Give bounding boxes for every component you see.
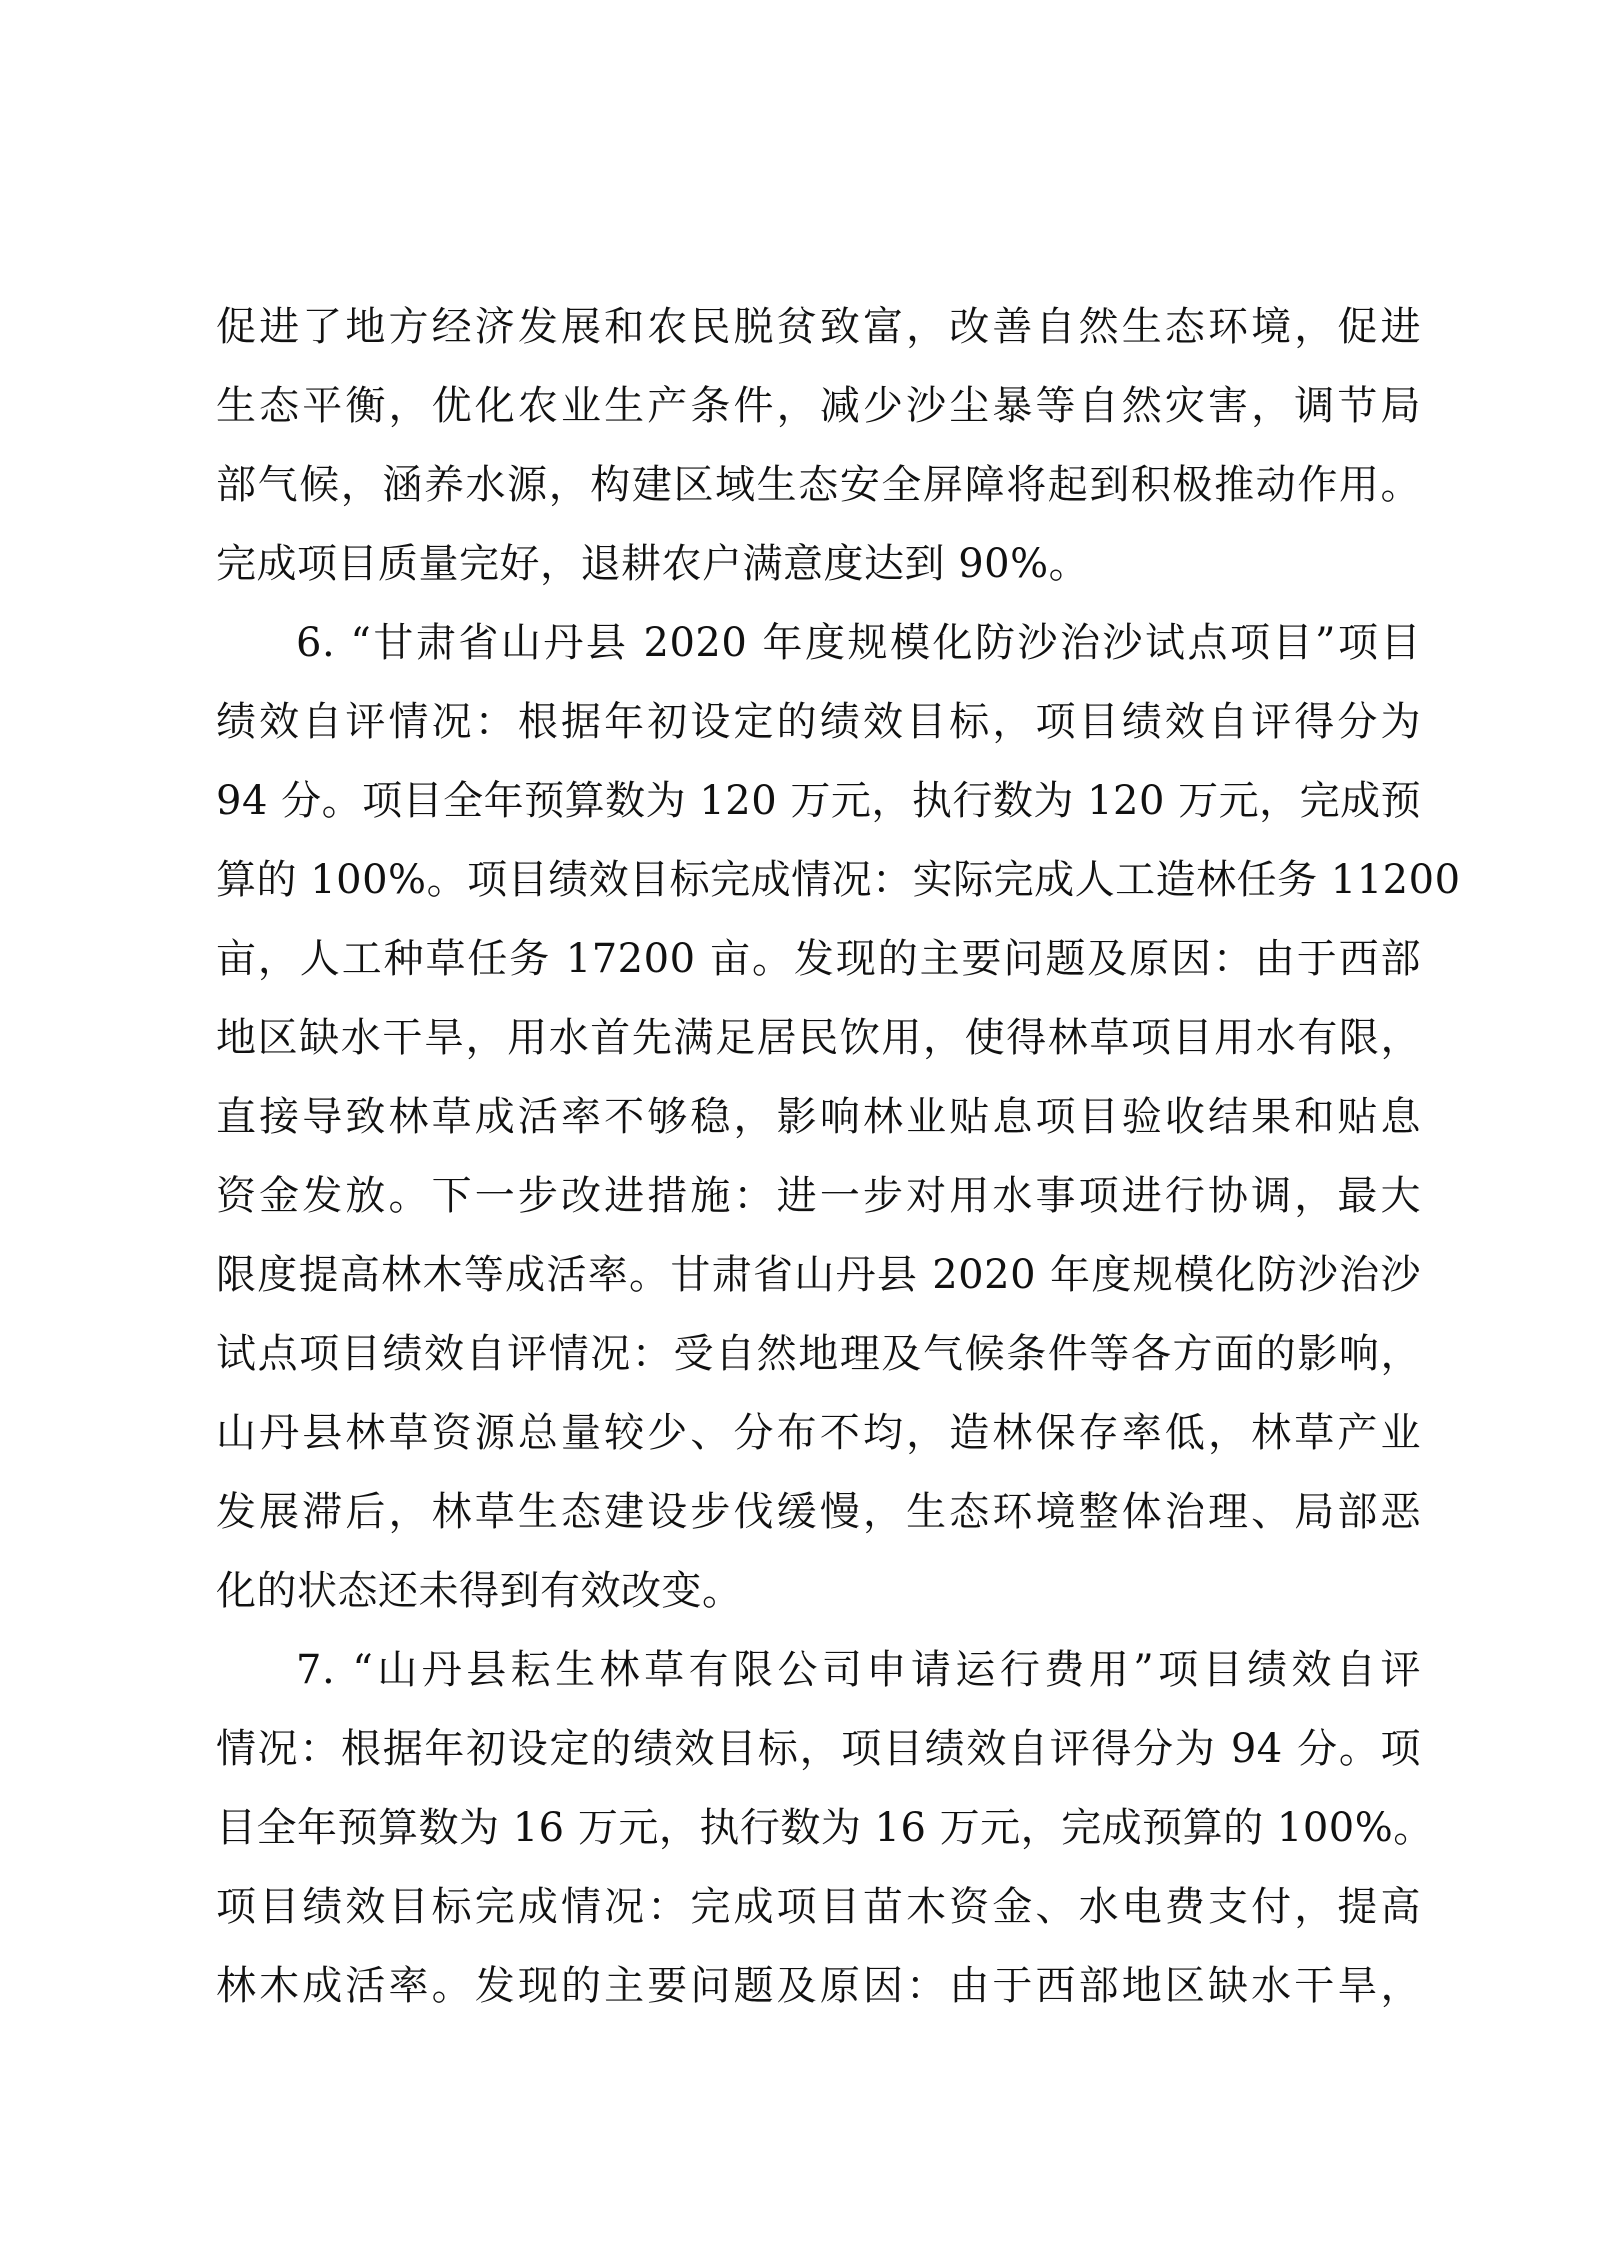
text-line: 目全年预算数为 16 万元，执行数为 16 万元，完成预算的 100%。	[216, 1805, 1434, 1851]
text-line: 算的 100%。项目绩效目标完成情况：实际完成人工造林任务 11200	[216, 857, 1461, 903]
text-line: 试点项目绩效自评情况：受自然地理及气候条件等各方面的影响，	[216, 1331, 1421, 1377]
text-line: 发展滞后，林草生态建设步伐缓慢，生态环境整体治理、局部恶	[216, 1489, 1421, 1535]
text-line: 94 分。项目全年预算数为 120 万元，执行数为 120 万元，完成预	[216, 778, 1422, 824]
text-line: 6. “甘肃省山丹县 2020 年度规模化防沙治沙试点项目”项目	[296, 620, 1421, 666]
text-line: 亩，人工种草任务 17200 亩。发现的主要问题及原因：由于西部	[216, 936, 1421, 982]
text-line: 生态平衡，优化农业生产条件，减少沙尘暴等自然灾害，调节局	[216, 383, 1421, 429]
text-line: 林木成活率。发现的主要问题及原因：由于西部地区缺水干旱，	[216, 1963, 1421, 2009]
text-line: 情况：根据年初设定的绩效目标，项目绩效自评得分为 94 分。项	[216, 1726, 1421, 1772]
text-line: 直接导致林草成活率不够稳，影响林业贴息项目验收结果和贴息	[216, 1094, 1421, 1140]
text-line: 项目绩效目标完成情况：完成项目苗木资金、水电费支付，提高	[216, 1884, 1421, 1930]
text-line: 7. “山丹县耘生林草有限公司申请运行费用”项目绩效自评	[296, 1647, 1421, 1693]
text-line: 地区缺水干旱，用水首先满足居民饮用，使得林草项目用水有限，	[216, 1015, 1421, 1061]
text-line: 山丹县林草资源总量较少、分布不均，造林保存率低，林草产业	[216, 1410, 1421, 1456]
text-line: 促进了地方经济发展和农民脱贫致富，改善自然生态环境，促进	[216, 304, 1421, 350]
text-line: 限度提高林木等成活率。甘肃省山丹县 2020 年度规模化防沙治沙	[216, 1252, 1421, 1298]
body-text	[216, 288, 1461, 2026]
text-line: 绩效自评情况：根据年初设定的绩效目标，项目绩效自评得分为	[216, 699, 1421, 745]
text-line: 资金发放。下一步改进措施：进一步对用水事项进行协调，最大	[216, 1173, 1421, 1219]
text-line: 部气候，涵养水源，构建区域生态安全屏障将起到积极推动作用。	[216, 462, 1421, 508]
text-line: 完成项目质量完好，退耕农户满意度达到 90%。	[216, 541, 1090, 587]
text-line: 化的状态还未得到有效改变。	[216, 1568, 743, 1614]
